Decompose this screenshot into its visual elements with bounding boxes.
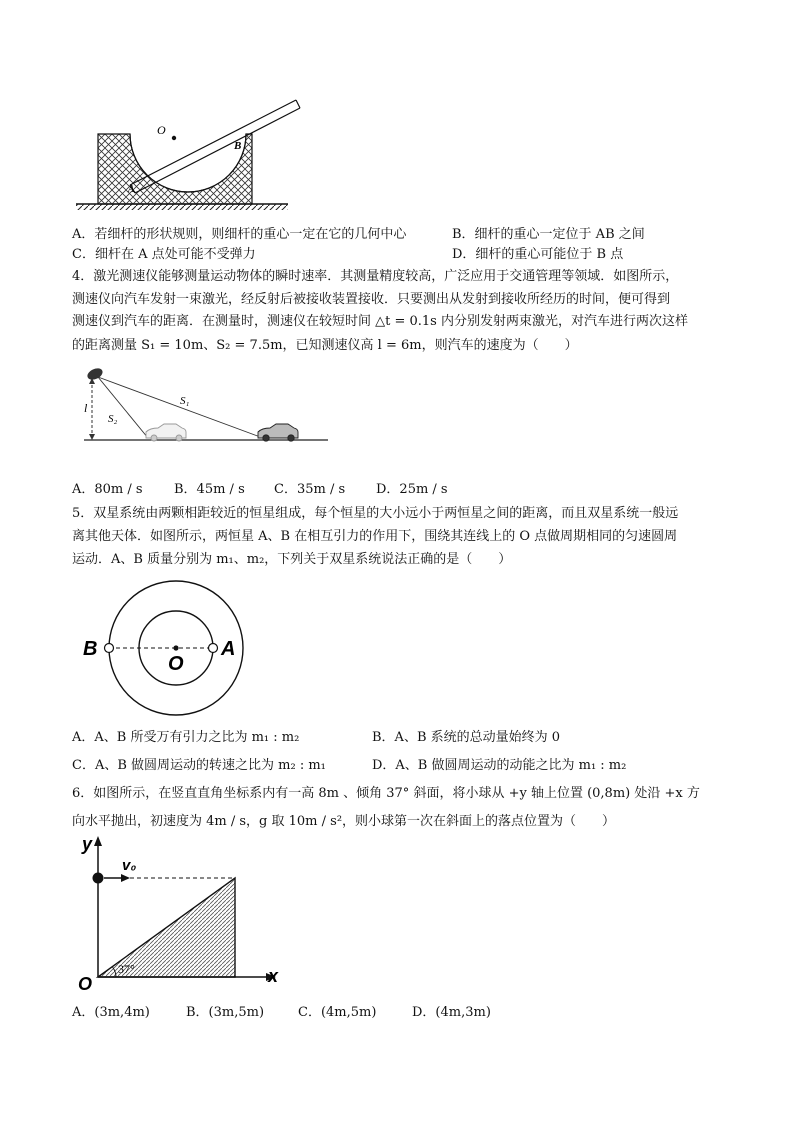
q6-text-line-2: 向水平抛出，初速度为 4m / s，g 取 10m / s²，则小球第一次在斜面上的落点位置为（ ） <box>72 814 616 829</box>
label-a: A <box>221 638 236 660</box>
rod <box>130 100 300 193</box>
label-b: B <box>83 638 98 660</box>
q3-option-b[interactable]: B．细杆的重心一定位于 AB 之间 <box>452 227 645 242</box>
q3-option-c[interactable]: C．细杆在 A 点处可能不受弹力 <box>72 247 256 262</box>
car-faded <box>146 424 186 441</box>
q4-option-d[interactable]: D．25m / s <box>376 482 448 497</box>
q4-text-line-4: 的距离测量 S₁ = 10m、S₂ = 7.5m，已知测速仪高 l = 6m，则汽车的速度为（ ） <box>72 338 578 353</box>
q4-option-c[interactable]: C．35m / s <box>274 482 346 497</box>
q5-text-line-2: 离其他天体．如图所示，两恒星 A、B 在相互引力的作用下，围绕其连线上的 O 点做周期相同的匀速圆周 <box>72 529 678 544</box>
origin-label: O <box>78 974 93 994</box>
q4-text-line-2: 测速仪向汽车发射一束激光，经反射后被接收装置接收．只要测出从发射到接收所经历的时间，便可得到 <box>72 292 671 307</box>
star-b <box>105 644 114 653</box>
q6-text-line-1: 6．如图所示，在竖直直角坐标系内有一高 8m 、倾角 37° 斜面，将小球从 +y 轴上位置 (0,8m) 处沿 +x 方 <box>72 786 700 801</box>
q5-option-b[interactable]: B．A、B 系统的总动量始终为 0 <box>372 730 561 745</box>
label-s1: S₁ <box>180 395 190 407</box>
label-o: O <box>168 653 184 675</box>
q5-text-line-3: 运动．A、B 质量分别为 m₁、m₂，下列关于双星系统说法正确的是（ ） <box>72 552 512 567</box>
q3-option-d[interactable]: D．细杆的重心可能位于 B 点 <box>452 247 624 262</box>
q5-figure <box>80 572 270 722</box>
center-o <box>173 645 178 650</box>
label-b: B <box>234 140 242 152</box>
ball <box>93 873 104 884</box>
q6-option-d[interactable]: D．(4m,3m) <box>412 1005 491 1020</box>
q5-option-d[interactable]: D．A、B 做圆周运动的动能之比为 m₁ : m₂ <box>372 758 627 773</box>
q5-text-line-1: 5．双星系统由两颗相距较近的恒星组成，每个恒星的大小远小于两恒星之间的距离，而且双星系统一般远 <box>72 506 679 521</box>
label-s2: S₂ <box>108 413 118 425</box>
point-o <box>172 136 176 140</box>
q4-figure <box>78 364 334 446</box>
q4-option-a[interactable]: A．80m / s <box>72 482 143 497</box>
star-a <box>209 644 218 653</box>
q6-option-b[interactable]: B．(3m,5m) <box>186 1005 265 1020</box>
angle-label: 37° <box>118 962 135 976</box>
q6-option-a[interactable]: A．(3m,4m) <box>72 1005 150 1020</box>
q3-figure <box>70 92 310 216</box>
q5-option-a[interactable]: A．A、B 所受万有引力之比为 m₁ : m₂ <box>72 730 300 745</box>
q4-option-b[interactable]: B．45m / s <box>174 482 245 497</box>
q3-option-a[interactable]: A．若细杆的形状规则，则细杆的重心一定在它的几何中心 <box>72 227 407 242</box>
q5-option-c[interactable]: C．A、B 做圆周运动的转速之比为 m₂ : m₁ <box>72 758 326 773</box>
q4-text-line-3: 测速仪到汽车的距离．在测量时，测速仪在较短时间 △t = 0.1s 内分别发射两束激光，对汽车进行两次这样 <box>72 314 688 329</box>
q6-option-c[interactable]: C．(4m,5m) <box>298 1005 377 1020</box>
label-a: A <box>128 184 135 195</box>
axis-x-label: x <box>268 966 279 986</box>
v0-label: v₀ <box>122 857 137 874</box>
axis-y-label: y <box>82 834 93 854</box>
car-dark <box>258 424 298 441</box>
speed-meter-device <box>86 366 105 382</box>
q6-figure <box>74 832 290 994</box>
q4-text-line-1: 4．激光测速仪能够测量运动物体的瞬时速率．其测量精度较高，广泛应用于交通管理等领域．如图所示， <box>72 269 679 284</box>
label-l: l <box>84 401 88 415</box>
label-o: O <box>157 123 166 137</box>
